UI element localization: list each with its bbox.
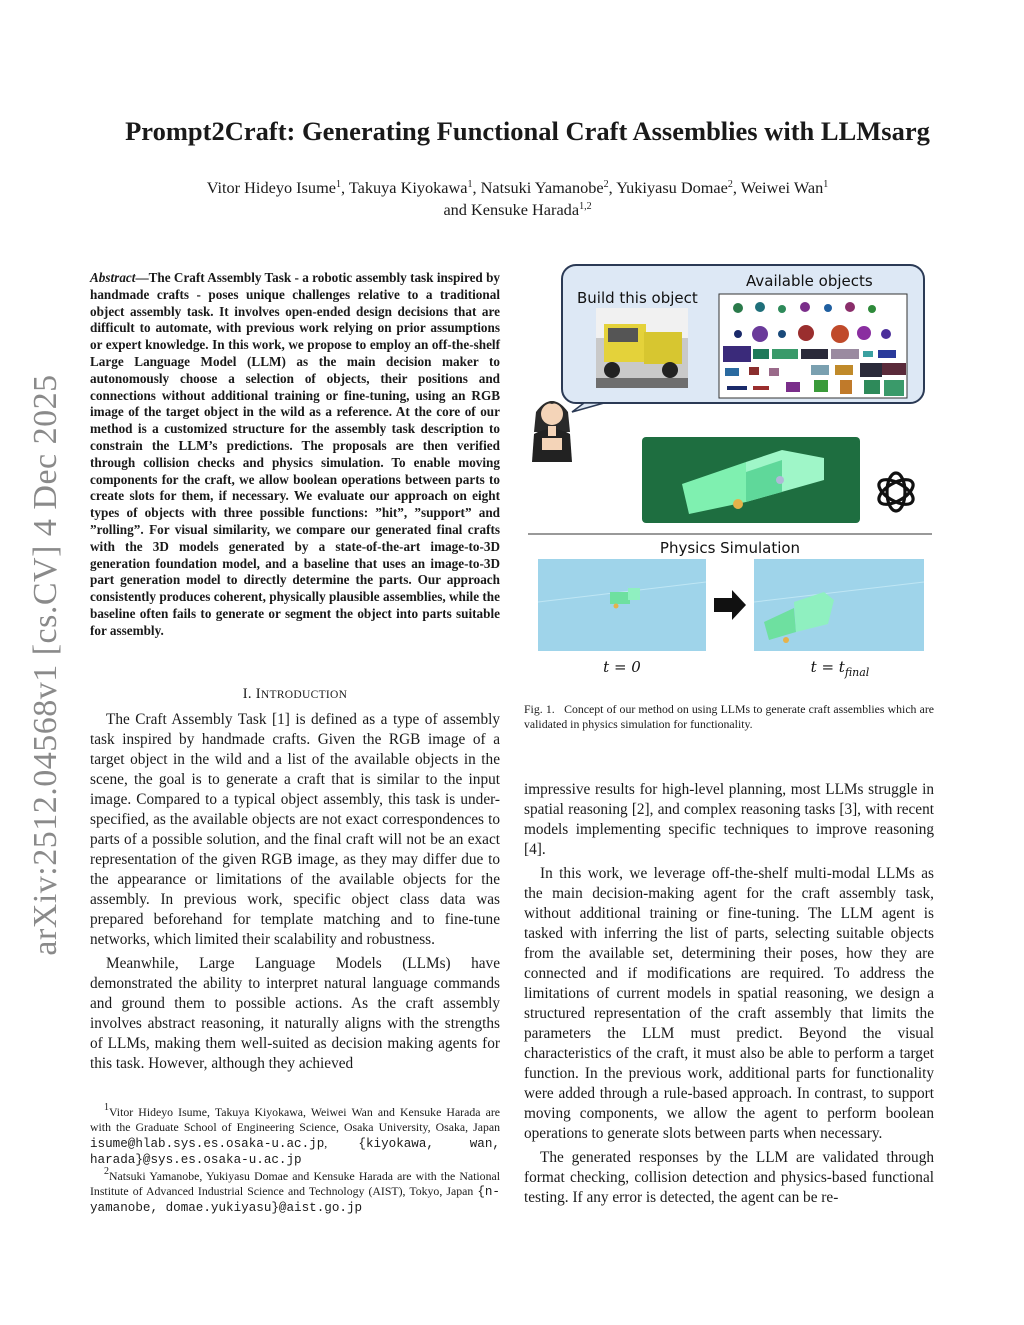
footnote-1: $^1$Vitor Hideyo Isume, Takuya Kiyokawa, Weiwei Wan and Kensuke Harada are with the Graduate School of Engineering Science, Osaka University, Osaka, Japan isume@hlab.sys.es.osaka-u.ac.jp, {kiyokawa, wan, harada}@sys.es.osaka-u.ac.jp xyxy=(90,1102,500,1168)
author: Natsuki Yamanobe$^2$, xyxy=(480,178,617,197)
figure-1 xyxy=(524,262,936,684)
author-list xyxy=(100,177,935,221)
introduction-body xyxy=(90,710,500,1078)
paragraph: The Craft Assembly Task [1] is defined as a type of assembly task inspired by handmade crafts. Given the RGB image of a target object in the wild and a list of the available objects in the scene, the goal is to generate a craft that is similar to the input image. Compared to a typical object assembly, this task is under-specified, as the available objects are not exact correspondences to parts of a possible solution, and the final craft will not be an exact representation of the given RGB image, as they may differ due to the appearance or limitations of the available objects for the assembly. In previous work, specific object class data was prepared beforehand for template matching and to fine-tune networks, which limited their scalability and robustness. xyxy=(90,711,500,948)
llm-logo xyxy=(875,473,917,511)
author: Weiwei Wan$^1$ xyxy=(740,178,829,197)
user-avatar xyxy=(532,401,572,462)
footnotes xyxy=(90,1102,500,1217)
paragraph: In this work, we leverage off-the-shelf multi-modal LLMs as the main decision-making agent for the craft assembly task, without additional training or fine-tuning. The LLM agent is tasked with inferring the list of parts, selecting suitable objects from the available set, determining their poses, how they are connected and if modifications are required. To address the limitations of current models in spatial reasoning, we design a structured representation of the craft assembly that limits the parameters the LLM must predict. Beyond the visual characteristics of the craft, it must also be able to perform a target function. In the previous work, additional parts for functionality were added through a rule-based approach. In contrast, to support moving components, we allow the agent to perform boolean operations to generate slots between parts when necessary. xyxy=(524,865,934,1142)
build-label: Build this object xyxy=(577,289,698,307)
simulation-frame-start xyxy=(538,559,706,651)
author: Vitor Hideyo Isume$^1$, xyxy=(206,178,349,197)
t0-label: t = 0 xyxy=(603,658,641,676)
paper-title: Prompt2Craft: Generating Functional Craft Assemblies with LLMsarg xyxy=(125,116,930,146)
section-heading-introduction: I. INTRODUCTION xyxy=(242,686,348,702)
available-objects-panel xyxy=(719,294,907,398)
speech-bubble-tail xyxy=(572,403,604,412)
paragraph: The generated responses by the LLM are validated through format checking, collision detection and physics-based functional testing. If any error is detected, the agent can be re- xyxy=(524,1149,934,1206)
abstract xyxy=(90,270,500,640)
craft-render xyxy=(642,437,860,523)
paragraph: Meanwhile, Large Language Models (LLMs) have demonstrated the ability to interpret natural language commands and ground them to possible actions. As the craft assembly involves abstract reasoning, it naturally aligns with the strengths of LLMs, making them well-suited as decision making agents for this task. However, although they achieved xyxy=(90,955,500,1072)
paragraph: impressive results for high-level planning, most LLMs struggle in spatial reasoning [2], and complex reasoning tasks [3], with recent models implementing specific techniques to improve reasoning [4]. xyxy=(524,781,934,858)
author: Takuya Kiyokawa$^1$, xyxy=(348,178,481,197)
abstract-label: Abstract xyxy=(90,270,136,285)
right-column-body xyxy=(524,780,934,1212)
arrow-icon xyxy=(714,590,746,620)
figure-caption: Fig. 1. Concept of our method on using LLMs to generate craft assemblies which are validated in physics simulation for functionality. xyxy=(524,702,934,732)
author: Yukiyasu Domae$^2$, xyxy=(616,178,741,197)
abstract-text: —The Craft Assembly Task - a robotic assembly task inspired by handmade crafts - poses unique challenges relative to a traditional object assembly task. It involves open-ended design decisions that are difficult to automate, with previous work relying on prior assumptions or expert knowledge. In this work, we propose to employ an off-the-shelf Large Language Model (LLM) as the main decision maker to autonomously choose a selection of objects, their positions and connections without additional training or fine-tuning, using an RGB image of the target object in the wild as a reference. At the core of our method is a customized structure for the assembly task description to constrain the LLM’s predictions. The proposals are then verified through collision checks and physics simulation. To enable moving components for the craft, we allow boolean operations between parts to create slots for them, if necessary. We evaluate our approach on eight types of objects with three possible functions: ”hit”, ”support” and ”rolling”. For visual similarity, we compare our generated final crafts with the 3D models generated by a state-of-the-art image-to-3D generation foundation model, and a baseline that uses an image-to-3D part generation model to directly determine the parts. Our approach consistently produces coherent, physically plausible assemblies, while the baseline often fails to generate or segment the object into parts suitable for assembly. xyxy=(90,270,500,638)
simulation-frame-final xyxy=(754,559,924,651)
target-truck-photo xyxy=(596,308,688,388)
physics-label: Physics Simulation xyxy=(659,539,801,557)
author: and Kensuke Harada$^{1,2}$ xyxy=(443,200,592,219)
footnote-2: $^2$Natsuki Yamanobe, Yukiyasu Domae and Kensuke Harada are with the National Institute of Advanced Industrial Science and Technology (AIST), Tokyo, Japan {n-yamanobe, domae.yukiyasu}@aist.go.jp xyxy=(90,1165,500,1216)
tfinal-label: $t = t_{final}$ xyxy=(810,658,870,679)
arxiv-identifier: arXiv:2512.04568v1 [cs.CV] 4 Dec 2025 xyxy=(27,374,64,956)
available-label: Available objects xyxy=(746,272,873,290)
